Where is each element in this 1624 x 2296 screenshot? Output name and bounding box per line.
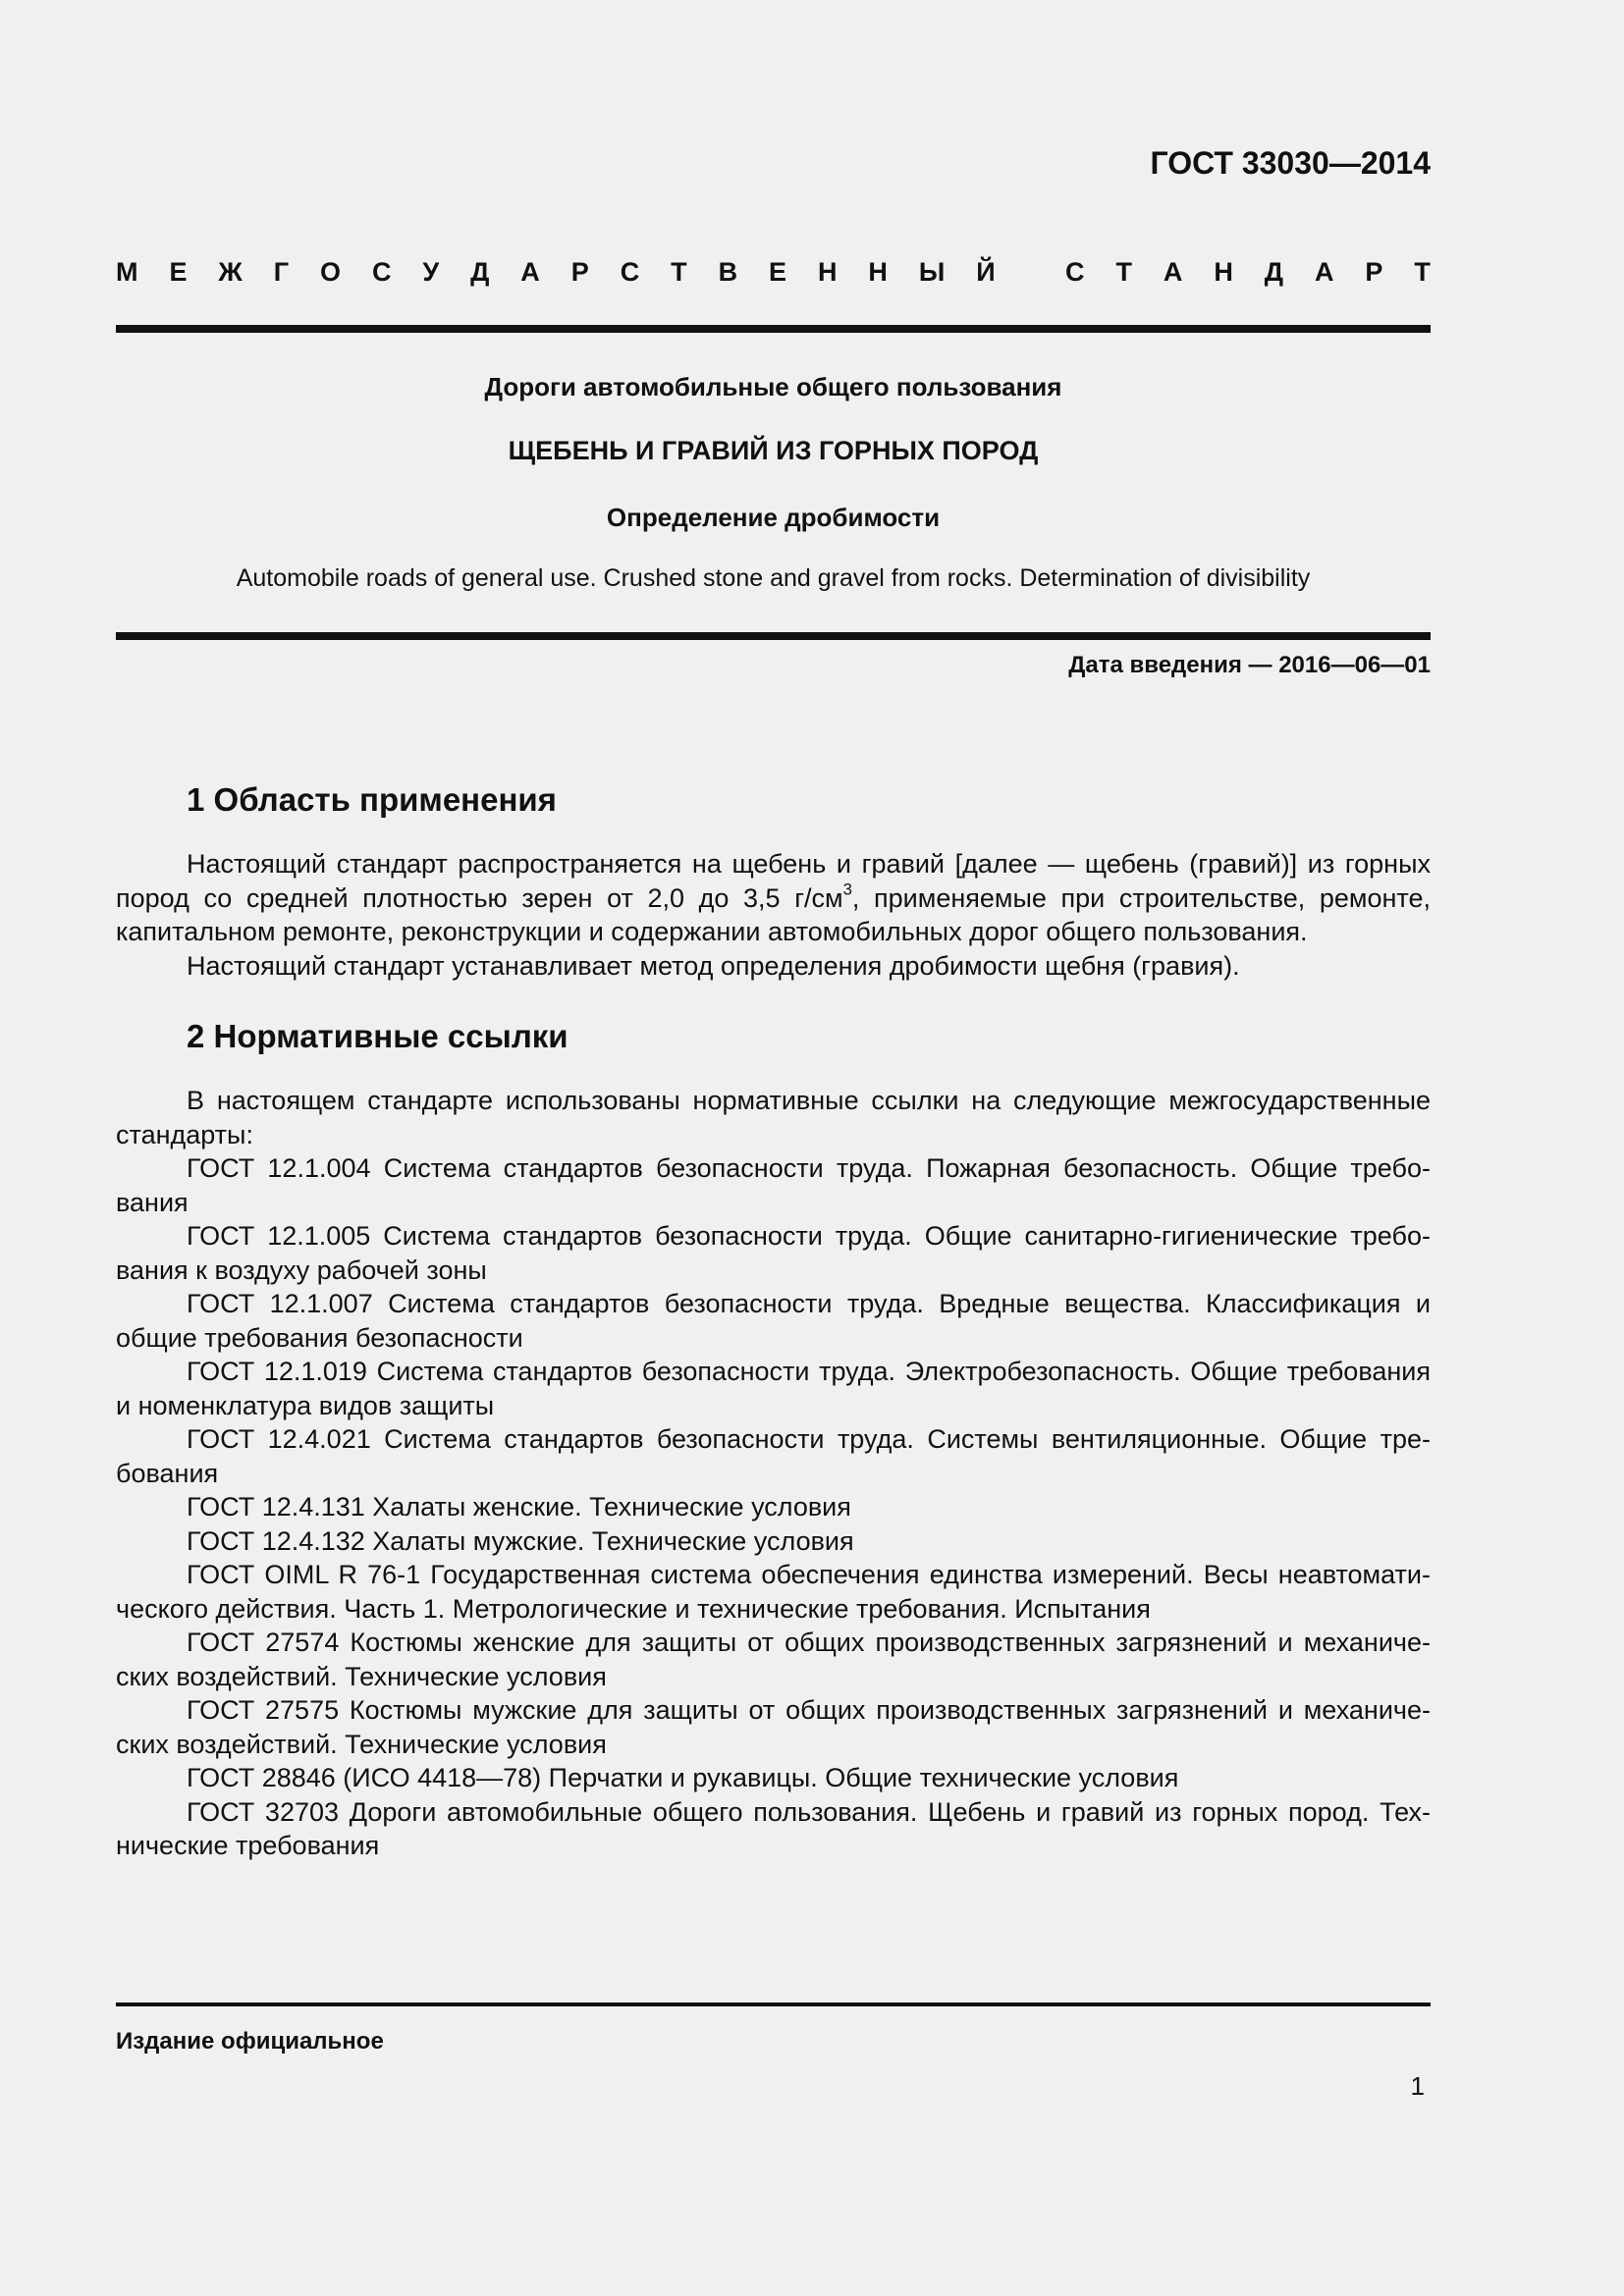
interstate-letter: А [520,257,540,287]
reference-item: ГОСТ 12.4.021 Система стандартов безопасности труда. Системы вентиляционные. Общие требования [116,1424,1431,1488]
interstate-letter: В [718,257,738,287]
interstate-letter: С [1065,257,1085,287]
interstate-letter: Р [1365,257,1383,287]
interstate-letter: Е [169,257,188,287]
reference-item: ГОСТ 32703 Дороги автомобильные общего пользования. Щебень и гравий из горных пород. Технические требования [116,1796,1431,1860]
interstate-letter: Е [769,257,787,287]
introduction-date: Дата введения — 2016—06—01 [1068,652,1431,678]
footer-rule [116,2002,1431,2006]
interstate-letter: С [371,257,392,287]
reference-item: ГОСТ 12.1.004 Система стандартов безопасности труда. Пожарная безопасность. Общие требования [116,1153,1431,1217]
reference-item: ГОСТ 12.1.005 Система стандартов безопасности труда. Общие санитарно-гигиенические требования к воздуху рабочей зоны [116,1221,1431,1285]
interstate-letter: Н [817,257,838,287]
title-line-3: Определение дробимости [606,503,941,532]
paragraph-text: , применяемые при строительстве, ремонте, капитальном ремонте, реконструкции и содержании автомобильных дорог общего пользования. [116,882,1431,946]
section-1-paragraph-1 [116,847,1431,949]
section-1-paragraph-2: Настоящий стандарт устанавливает метод определения дробимости щебня (гравия). [187,950,1240,981]
interstate-letter: Т [1414,257,1431,287]
interstate-letter: Д [1264,257,1283,287]
interstate-letter: Н [868,257,888,287]
interstate-letter: У [422,257,440,287]
interstate-letter [1027,257,1035,288]
interstate-letter: М [116,257,138,287]
edition-label: Издание официальное [116,2028,384,2055]
interstate-letter: Т [1115,257,1132,287]
interstate-letter: Д [470,257,490,287]
reference-item: ГОСТ 12.4.131 Халаты женские. Технические условия [187,1492,851,1522]
interstate-letter: Й [976,257,996,287]
reference-item: ГОСТ 27574 Костюмы женские для защиты от общих производственных загрязнений и механических воздействий. Технические условия [116,1628,1431,1691]
interstate-standard-heading [116,257,1431,288]
top-rule [116,325,1431,333]
english-title: Automobile roads of general use. Crushed stone and gravel from rocks. Determination of divisibility [236,564,1311,592]
interstate-letter: Ы [918,257,946,287]
interstate-letter: Г [273,257,290,287]
interstate-letter: Ж [218,257,243,287]
title-line-2: ЩЕБЕНЬ И ГРАВИЙ ИЗ ГОРНЫХ ПОРОД [508,436,1039,465]
document-number: ГОСТ 33030—2014 [1150,145,1431,181]
interstate-letter: А [1314,257,1334,287]
reference-item: ГОСТ 12.1.019 Система стандартов безопасности труда. Электробезопасность. Общие требования и номенклатура видов защиты [116,1357,1431,1420]
reference-item: ГОСТ 27575 Костюмы мужские для защиты от общих производственных загрязнений и механических воздействий. Технические условия [116,1695,1431,1759]
reference-item: ГОСТ OIML R 76-1 Государственная система обеспечения единства измерений. Весы неавтоматического действия. Часть 1. Метрологические и технические требования. Испытания [116,1560,1431,1624]
interstate-letter: Н [1214,257,1233,287]
superscript: 3 [842,879,852,898]
reference-item: ГОСТ 12.1.007 Система стандартов безопасности труда. Вредные вещества. Классификация и общие требования безопасности [116,1289,1431,1353]
reference-list [116,1151,1431,1863]
interstate-letter: Т [671,257,687,287]
page-number: 1 [1410,2071,1425,2101]
section-2-heading: 2 Нормативные ссылки [187,1018,568,1054]
section-2-intro: В настоящем стандарте использованы нормативные ссылки на следующие межгосударственные стандарты: [116,1086,1431,1149]
section-1-heading: 1 Область применения [187,781,557,818]
title-bottom-rule [116,632,1431,640]
interstate-letter: А [1163,257,1183,287]
title-line-1: Дороги автомобильные общего пользования [484,372,1062,401]
interstate-letter: Р [570,257,589,287]
paragraph-text: Настоящий стандарт распространяется на щебень и гравий [далее — щебень (гравий)] из горных пород со средней плотностью зерен от 2,0 до 3,5 г/см [116,849,1431,913]
interstate-letter: С [620,257,640,287]
document-body [116,780,1431,1863]
interstate-letter: О [319,257,341,287]
reference-item: ГОСТ 12.4.132 Халаты мужские. Технические условия [187,1525,854,1556]
reference-item: ГОСТ 28846 (ИСО 4418—78) Перчатки и рукавицы. Общие технические условия [187,1763,1179,1792]
